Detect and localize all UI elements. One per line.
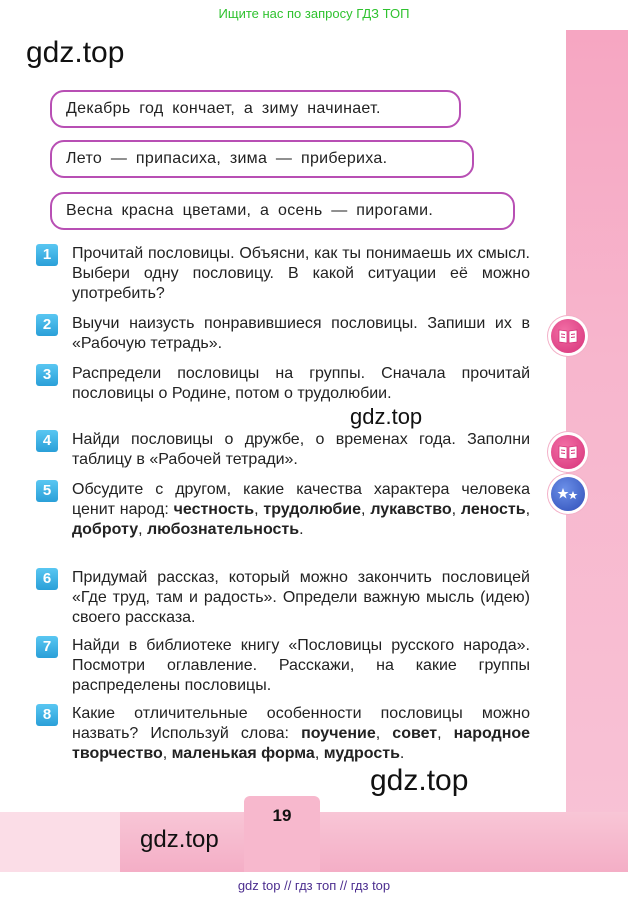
watermark: gdz.top [370,764,469,797]
task-text-lead: Обсудите с другом, какие качества характера человека ценит народ: [72,481,530,518]
task-text: Найди пословицы о дружбе, о временах года. Заполни таблицу в «Рабочей тетради». [72,431,530,468]
keyword: мудрость [323,745,400,762]
keyword: леность [460,501,526,518]
keyword: лукавство [370,501,452,518]
task-number: 6 [36,568,58,590]
keyword: поучение [301,725,376,742]
pink-bottom-left-panel [0,812,120,872]
task-number: 5 [36,480,58,502]
task-item [36,314,530,354]
task-text: Какие отличительные особенности пословицы можно назвать? Используй слова: поучение, совет, народное творчество, маленькая форма, мудрость. [72,705,531,762]
task-number: 1 [36,244,58,266]
keyword: маленькая форма [171,745,315,762]
stars-icon [551,477,585,511]
book-icon [551,319,585,353]
task-text: Найди в библиотеке книгу «Пословицы русского народа». Посмотри оглавление. Расскажи, на какие группы распределены пословицы. [72,637,530,694]
task-item [36,244,530,304]
task-text: Придумай рассказ, который можно закончить пословицей «Где труд, там и радость». Определи важную мысль (идею) своего рассказа. [72,569,530,626]
keyword: совет [392,725,438,742]
task-text: Выучи наизусть понравившиеся пословицы. Запиши их в «Рабочую тетрадь». [72,315,530,352]
page-number: 19 [272,806,292,825]
watermark: gdz.top [140,826,219,853]
keyword: народное творчество [72,725,531,762]
watermark: gdz.top [26,36,125,69]
book-icon [551,435,585,469]
task-number: 2 [36,314,58,336]
keyword: трудолюбие [263,501,362,518]
proverb-box: Декабрь год кончает, а зиму начинает. [50,90,461,128]
task-item [36,480,530,540]
keyword: честность [173,501,255,518]
task-item [36,568,530,628]
task-number: 4 [36,430,58,452]
task-text-lead: Какие отличительные особенности пословицы можно назвать? Используй слова: [72,705,530,742]
task-number: 8 [36,704,58,726]
top-banner: Ищите нас по запросу ГДЗ ТОП [218,6,410,21]
task-item [36,364,530,404]
task-item [36,636,530,696]
task-item [36,704,530,764]
task-text: Распредели пословицы на группы. Сначала прочитай пословицы о Родине, потом о трудолюбии. [72,365,530,402]
proverb-box: Весна красна цветами, а осень — пирогами. [50,192,515,230]
keyword: любознательность [146,521,300,538]
footer-links[interactable]: gdz top // гдз топ // гдз top [237,878,391,893]
proverb-box: Лето — припасиха, зима — прибериха. [50,140,474,178]
task-number: 3 [36,364,58,386]
task-text: Обсудите с другом, какие качества характера человека ценит народ: честность, трудолюбие, лукавство, леность, доброту, любознательность. [72,481,531,538]
task-text: Прочитай пословицы. Объясни, как ты понимаешь их смысл. Выбери одну пословицу. В какой ситуации её можно употребить? [72,245,530,302]
watermark: gdz.top [350,404,423,429]
keyword: доброту [72,521,139,538]
task-number: 7 [36,636,58,658]
task-item [36,430,530,470]
